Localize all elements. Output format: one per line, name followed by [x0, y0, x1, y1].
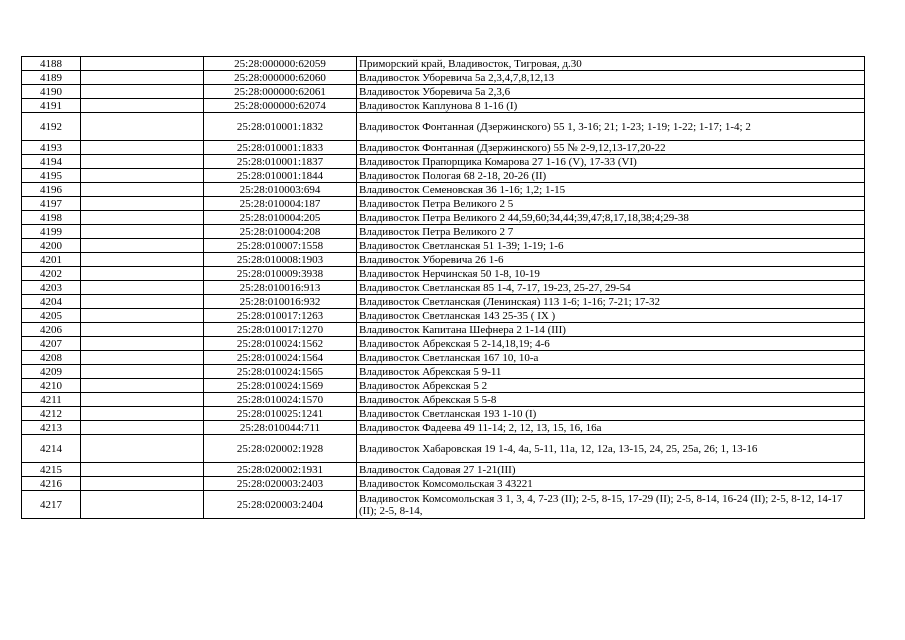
address-cell: Владивосток Комсомольская 3 43221	[357, 477, 865, 491]
table-row	[22, 141, 865, 155]
table-row	[22, 407, 865, 421]
cadastral-number-cell: 25:28:010024:1569	[204, 379, 357, 393]
empty-cell	[81, 113, 204, 141]
table-row	[22, 57, 865, 71]
address-cell: Владивосток Фонтанная (Дзержинского) 55 № 2-9,12,13-17,20-22	[357, 141, 865, 155]
address-cell: Владивосток Уборевича 5а 2,3,6	[357, 85, 865, 99]
table-row	[22, 71, 865, 85]
row-number-cell: 4213	[22, 421, 81, 435]
table-row	[22, 183, 865, 197]
empty-cell	[81, 211, 204, 225]
row-number-cell: 4189	[22, 71, 81, 85]
table-row	[22, 337, 865, 351]
cadastral-number-cell: 25:28:010009:3938	[204, 267, 357, 281]
address-cell: Владивосток Абрекская 5 2	[357, 379, 865, 393]
address-cell: Владивосток Нерчинская 50 1-8, 10-19	[357, 267, 865, 281]
empty-cell	[81, 435, 204, 463]
empty-cell	[81, 253, 204, 267]
row-number-cell: 4193	[22, 141, 81, 155]
row-number-cell: 4204	[22, 295, 81, 309]
empty-cell	[81, 295, 204, 309]
row-number-cell: 4209	[22, 365, 81, 379]
address-cell: Владивосток Светланская 85 1-4, 7-17, 19-23, 25-27, 29-54	[357, 281, 865, 295]
table-row	[22, 267, 865, 281]
row-number-cell: 4207	[22, 337, 81, 351]
cadastral-number-cell: 25:28:010004:208	[204, 225, 357, 239]
empty-cell	[81, 99, 204, 113]
address-cell: Владивосток Пологая 68 2-18, 20-26 (II)	[357, 169, 865, 183]
cadastral-number-cell: 25:28:010008:1903	[204, 253, 357, 267]
cadastral-number-cell: 25:28:010001:1832	[204, 113, 357, 141]
table-row	[22, 99, 865, 113]
row-number-cell: 4192	[22, 113, 81, 141]
cadastral-number-cell: 25:28:020003:2404	[204, 491, 357, 519]
row-number-cell: 4188	[22, 57, 81, 71]
empty-cell	[81, 183, 204, 197]
empty-cell	[81, 309, 204, 323]
table-row	[22, 295, 865, 309]
address-cell: Владивосток Абрекская 5 2-14,18,19; 4-6	[357, 337, 865, 351]
address-cell: Владивосток Хабаровская 19 1-4, 4а, 5-11, 11а, 12, 12а, 13-15, 24, 25, 25а, 26; 1, 13-16	[357, 435, 865, 463]
empty-cell	[81, 155, 204, 169]
cadastral-number-cell: 25:28:010004:187	[204, 197, 357, 211]
table-row	[22, 491, 865, 519]
table-row	[22, 211, 865, 225]
address-cell: Владивосток Фадеева 49 11-14; 2, 12, 13, 15, 16, 16а	[357, 421, 865, 435]
row-number-cell: 4208	[22, 351, 81, 365]
table-row	[22, 197, 865, 211]
address-cell: Владивосток Светланская 51 1-39; 1-19; 1-6	[357, 239, 865, 253]
empty-cell	[81, 197, 204, 211]
table-row	[22, 113, 865, 141]
cadastral-number-cell: 25:28:010044:711	[204, 421, 357, 435]
cadastral-number-cell: 25:28:010016:932	[204, 295, 357, 309]
empty-cell	[81, 337, 204, 351]
row-number-cell: 4212	[22, 407, 81, 421]
cadastral-number-cell: 25:28:010017:1263	[204, 309, 357, 323]
registry-table	[21, 56, 865, 519]
address-cell: Владивосток Светланская 143 25-35 ( IX )	[357, 309, 865, 323]
cadastral-number-cell: 25:28:010003:694	[204, 183, 357, 197]
row-number-cell: 4203	[22, 281, 81, 295]
table-row	[22, 421, 865, 435]
cadastral-number-cell: 25:28:010024:1562	[204, 337, 357, 351]
row-number-cell: 4196	[22, 183, 81, 197]
empty-cell	[81, 323, 204, 337]
address-cell: Владивосток Светланская 193 1-10 (I)	[357, 407, 865, 421]
table-row	[22, 351, 865, 365]
empty-cell	[81, 379, 204, 393]
cadastral-number-cell: 25:28:010016:913	[204, 281, 357, 295]
table-row	[22, 169, 865, 183]
address-cell: Приморский край, Владивосток, Тигровая, д.30	[357, 57, 865, 71]
row-number-cell: 4199	[22, 225, 81, 239]
empty-cell	[81, 393, 204, 407]
table-row	[22, 225, 865, 239]
row-number-cell: 4194	[22, 155, 81, 169]
row-number-cell: 4191	[22, 99, 81, 113]
empty-cell	[81, 491, 204, 519]
table-row	[22, 309, 865, 323]
address-cell: Владивосток Семеновская 36 1-16; 1,2; 1-15	[357, 183, 865, 197]
empty-cell	[81, 407, 204, 421]
table-row	[22, 435, 865, 463]
empty-cell	[81, 365, 204, 379]
row-number-cell: 4217	[22, 491, 81, 519]
address-cell: Владивосток Петра Великого 2 5	[357, 197, 865, 211]
cadastral-number-cell: 25:28:020002:1931	[204, 463, 357, 477]
table-row	[22, 323, 865, 337]
table-row	[22, 393, 865, 407]
cadastral-number-cell: 25:28:010001:1844	[204, 169, 357, 183]
empty-cell	[81, 477, 204, 491]
table-row	[22, 253, 865, 267]
empty-cell	[81, 225, 204, 239]
empty-cell	[81, 351, 204, 365]
table-row	[22, 379, 865, 393]
row-number-cell: 4205	[22, 309, 81, 323]
table-row	[22, 239, 865, 253]
empty-cell	[81, 267, 204, 281]
cadastral-number-cell: 25:28:000000:62074	[204, 99, 357, 113]
address-cell: Владивосток Каплунова 8 1-16 (I)	[357, 99, 865, 113]
address-cell: Владивосток Прапорщика Комарова 27 1-16 (V), 17-33 (VI)	[357, 155, 865, 169]
cadastral-number-cell: 25:28:010004:205	[204, 211, 357, 225]
cadastral-number-cell: 25:28:000000:62059	[204, 57, 357, 71]
table-row	[22, 281, 865, 295]
row-number-cell: 4202	[22, 267, 81, 281]
cadastral-number-cell: 25:28:000000:62060	[204, 71, 357, 85]
cadastral-number-cell: 25:28:010024:1570	[204, 393, 357, 407]
table-row	[22, 365, 865, 379]
address-cell: Владивосток Капитана Шефнера 2 1-14 (III)	[357, 323, 865, 337]
row-number-cell: 4210	[22, 379, 81, 393]
address-cell: Владивосток Садовая 27 1-21(III)	[357, 463, 865, 477]
cadastral-number-cell: 25:28:020002:1928	[204, 435, 357, 463]
row-number-cell: 4190	[22, 85, 81, 99]
cadastral-number-cell: 25:28:010001:1833	[204, 141, 357, 155]
row-number-cell: 4198	[22, 211, 81, 225]
address-cell: Владивосток Уборевича 5а 2,3,4,7,8,12,13	[357, 71, 865, 85]
empty-cell	[81, 463, 204, 477]
cadastral-number-cell: 25:28:010017:1270	[204, 323, 357, 337]
table-row	[22, 477, 865, 491]
cadastral-number-cell: 25:28:010025:1241	[204, 407, 357, 421]
address-cell: Владивосток Уборевича 26 1-6	[357, 253, 865, 267]
address-cell: Владивосток Фонтанная (Дзержинского) 55 1, 3-16; 21; 1-23; 1-19; 1-22; 1-17; 1-4; 2	[357, 113, 865, 141]
row-number-cell: 4197	[22, 197, 81, 211]
cadastral-number-cell: 25:28:000000:62061	[204, 85, 357, 99]
address-cell: Владивосток Светланская 167 10, 10-а	[357, 351, 865, 365]
cadastral-number-cell: 25:28:010007:1558	[204, 239, 357, 253]
cadastral-number-cell: 25:28:010024:1564	[204, 351, 357, 365]
cadastral-number-cell: 25:28:010001:1837	[204, 155, 357, 169]
registry-table-body	[22, 57, 865, 519]
row-number-cell: 4206	[22, 323, 81, 337]
cadastral-number-cell: 25:28:010024:1565	[204, 365, 357, 379]
table-row	[22, 85, 865, 99]
row-number-cell: 4200	[22, 239, 81, 253]
address-cell: Владивосток Комсомольская 3 1, 3, 4, 7-23 (II); 2-5, 8-15, 17-29 (II); 2-5, 8-14, 16-24 (II); 2-5, 8-12, 14-17 (II); 2-5, 8-14,	[357, 491, 865, 519]
empty-cell	[81, 71, 204, 85]
row-number-cell: 4211	[22, 393, 81, 407]
empty-cell	[81, 169, 204, 183]
address-cell: Владивосток Абрекская 5 5-8	[357, 393, 865, 407]
row-number-cell: 4201	[22, 253, 81, 267]
table-row	[22, 155, 865, 169]
row-number-cell: 4216	[22, 477, 81, 491]
empty-cell	[81, 57, 204, 71]
empty-cell	[81, 239, 204, 253]
address-cell: Владивосток Петра Великого 2 44,59,60;34,44;39,47;8,17,18,38;4;29-38	[357, 211, 865, 225]
row-number-cell: 4215	[22, 463, 81, 477]
empty-cell	[81, 281, 204, 295]
table-row	[22, 463, 865, 477]
row-number-cell: 4214	[22, 435, 81, 463]
address-cell: Владивосток Петра Великого 2 7	[357, 225, 865, 239]
address-cell: Владивосток Абрекская 5 9-11	[357, 365, 865, 379]
row-number-cell: 4195	[22, 169, 81, 183]
empty-cell	[81, 141, 204, 155]
empty-cell	[81, 85, 204, 99]
address-cell: Владивосток Светланская (Ленинская) 113 1-6; 1-16; 7-21; 17-32	[357, 295, 865, 309]
empty-cell	[81, 421, 204, 435]
cadastral-number-cell: 25:28:020003:2403	[204, 477, 357, 491]
